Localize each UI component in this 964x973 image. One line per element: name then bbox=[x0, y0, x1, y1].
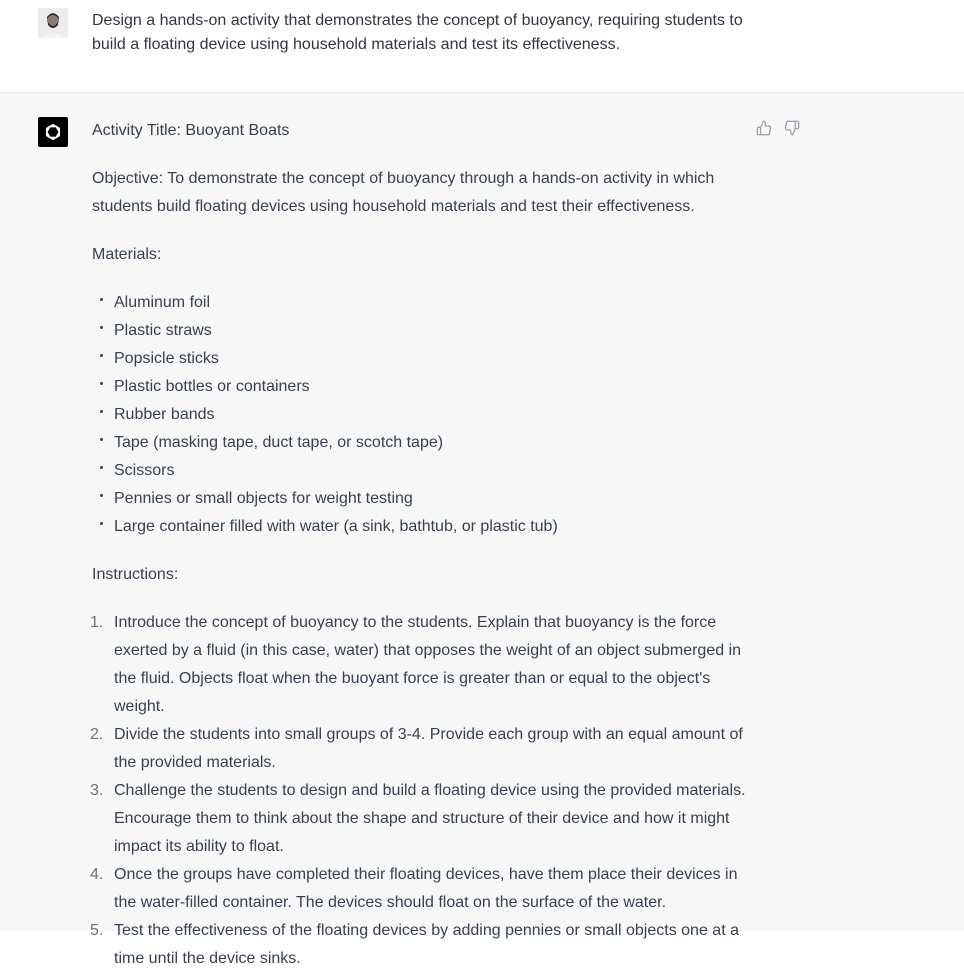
assistant-message-row bbox=[0, 93, 964, 967]
openai-logo-icon bbox=[42, 121, 64, 143]
step-number: 3. bbox=[90, 782, 104, 799]
step-number: 1. bbox=[90, 614, 104, 631]
user-avatar bbox=[38, 8, 68, 38]
thumbs-down-button[interactable] bbox=[784, 120, 800, 136]
step-number: 2. bbox=[90, 726, 104, 743]
list-item bbox=[92, 721, 752, 777]
materials-list bbox=[92, 289, 752, 541]
user-message-text: Design a hands-on activity that demonstrates the concept of buoyancy, requiring students to build a floating device using household materials and test its effectiveness. bbox=[92, 12, 743, 53]
materials-heading: Materials: bbox=[92, 246, 162, 263]
list-item: Aluminum foil bbox=[92, 289, 752, 317]
user-message-row bbox=[0, 0, 964, 93]
step-text: Divide the students into small groups of 3-4. Provide each group with an equal amount of the provided materials. bbox=[114, 726, 743, 771]
activity-title: Activity Title: Buoyant Boats bbox=[92, 122, 290, 139]
thumbs-up-button[interactable] bbox=[756, 120, 772, 136]
thumbs-down-icon bbox=[784, 120, 800, 136]
assistant-avatar bbox=[38, 117, 68, 147]
list-item: Large container filled with water (a sink, bathtub, or plastic tub) bbox=[92, 513, 752, 541]
list-item: Scissors bbox=[92, 457, 752, 485]
step-text: Introduce the concept of buoyancy to the students. Explain that buoyancy is the force exerted by a fluid (in this case, water) that opposes the weight of an object submerged in the fluid. Objects float when the buoyant force is greater than or equal to the object's weight. bbox=[114, 614, 742, 715]
user-avatar-photo bbox=[38, 8, 68, 38]
list-item: Plastic straws bbox=[92, 317, 752, 345]
step-number: 4. bbox=[90, 866, 104, 883]
thumbs-up-icon bbox=[756, 120, 772, 136]
step-text: Challenge the students to design and build a floating device using the provided materials. Encourage them to think about the shape and structure of their device and how it might impact its ability to float. bbox=[114, 782, 746, 855]
feedback-buttons bbox=[756, 120, 800, 136]
list-item: Tape (masking tape, duct tape, or scotch tape) bbox=[92, 429, 752, 457]
step-text: Once the groups have completed their floating devices, have them place their devices in the water-filled container. The devices should float on the surface of the water. bbox=[114, 866, 738, 911]
step-text: Test the effectiveness of the floating devices by adding pennies or small objects one at a time until the device sinks. bbox=[114, 922, 739, 967]
step-number: 5. bbox=[90, 922, 104, 939]
list-item: Popsicle sticks bbox=[92, 345, 752, 373]
list-item bbox=[92, 609, 752, 721]
instructions-heading: Instructions: bbox=[92, 566, 179, 583]
list-item bbox=[92, 861, 752, 917]
instructions-list bbox=[92, 609, 752, 973]
list-item bbox=[92, 777, 752, 861]
list-item bbox=[92, 917, 752, 973]
list-item: Rubber bands bbox=[92, 401, 752, 429]
objective-text: Objective: To demonstrate the concept of buoyancy through a hands-on activity in which students build floating devices using household materials and test their effectiveness. bbox=[92, 170, 715, 215]
list-item: Plastic bottles or containers bbox=[92, 373, 752, 401]
list-item: Pennies or small objects for weight testing bbox=[92, 485, 752, 513]
assistant-message-content bbox=[92, 117, 752, 973]
